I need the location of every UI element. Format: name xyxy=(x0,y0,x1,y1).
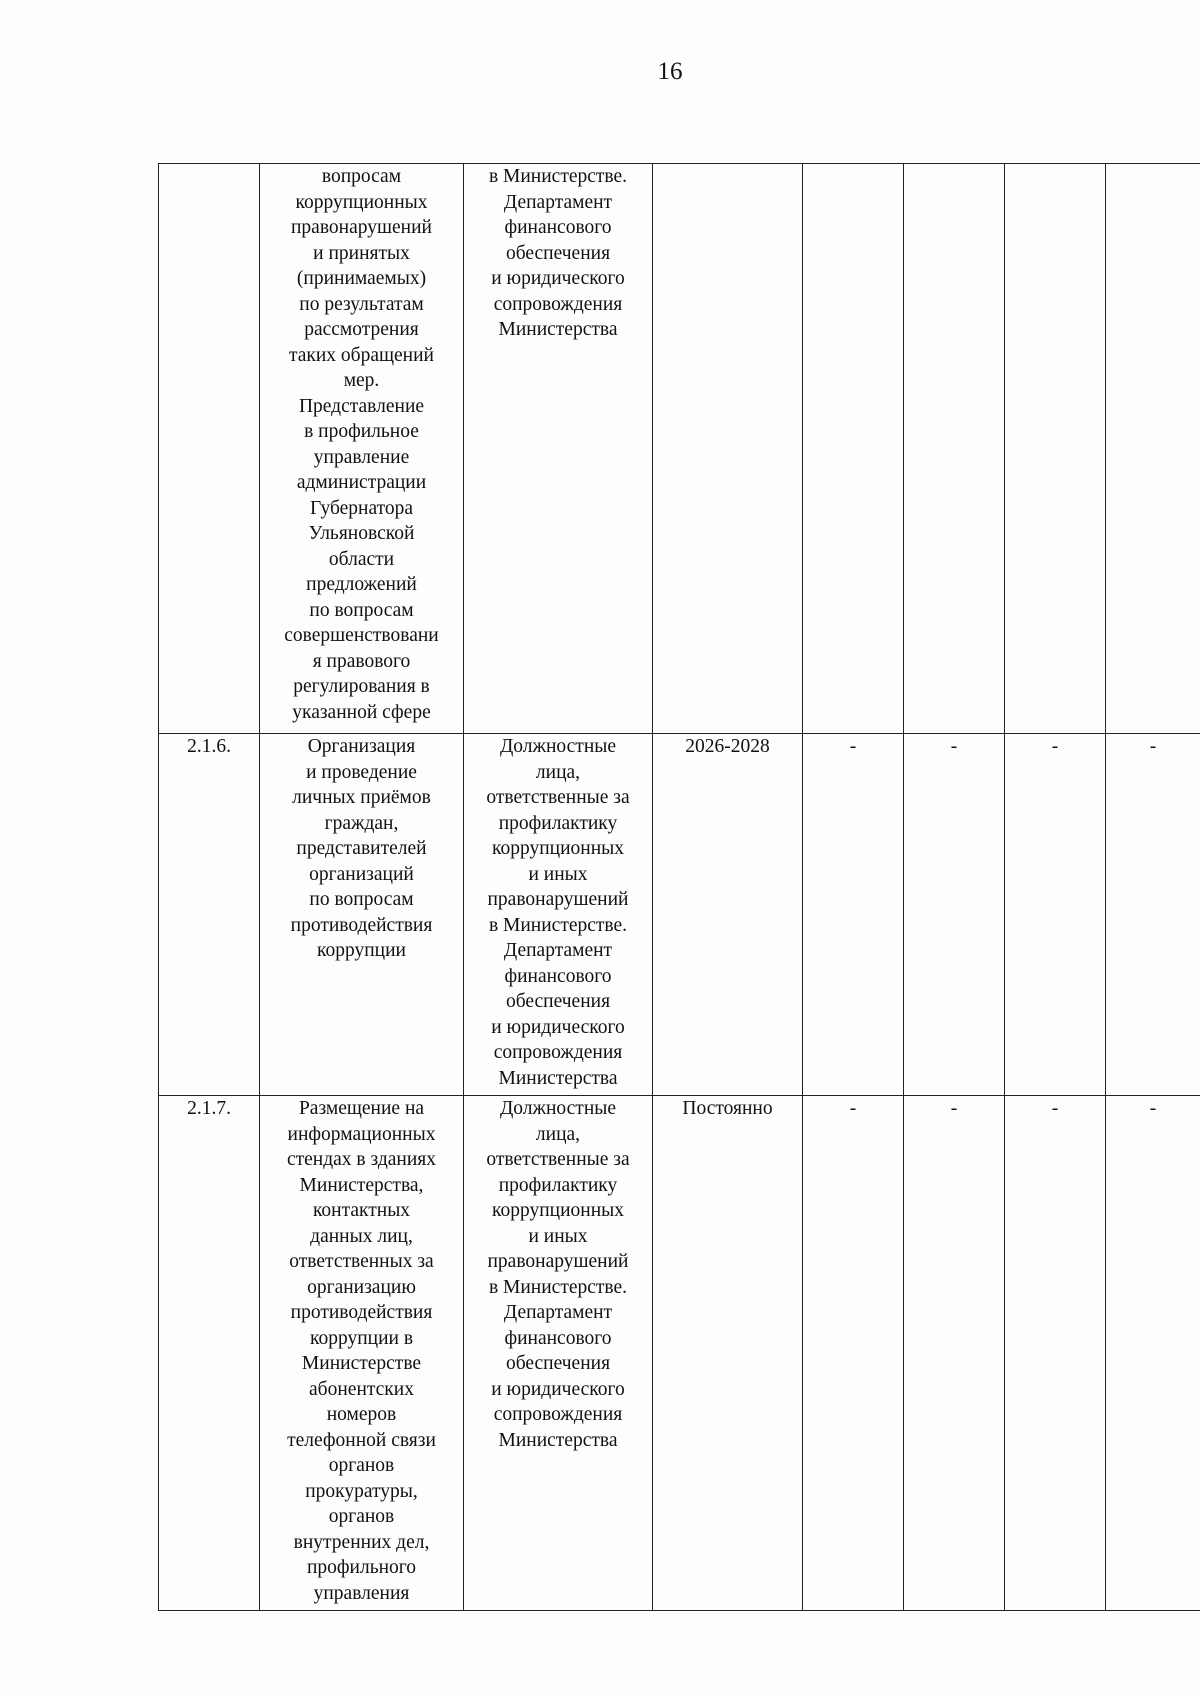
value-cell xyxy=(803,164,904,734)
value-cell: - xyxy=(904,1096,1005,1611)
period-cell: 2026-2028 xyxy=(653,734,803,1096)
value-cell: - xyxy=(1106,734,1200,1096)
value-cell xyxy=(1005,164,1106,734)
activity-cell: Организация и проведение личных приёмов граждан, представителей организаций по вопросам противодействия коррупции xyxy=(260,734,464,1096)
activity-cell: Размещение на информационных стендах в зданиях Министерства, контактных данных лиц, ответственных за организацию противодействия коррупции в Министерстве абонентских номеров телефонной связи органов прокуратуры, органов внутренних дел, профильного управления xyxy=(260,1096,464,1611)
value-cell: - xyxy=(1005,734,1106,1096)
row-number-cell: 2.1.7. xyxy=(159,1096,260,1611)
responsible-cell: в Министерстве. Департамент финансового обеспечения и юридического сопровождения Министерства xyxy=(464,164,653,734)
responsible-cell: Должностные лица, ответственные за профилактику коррупционных и иных правонарушений в Министерстве. Департамент финансового обеспечения и юридического сопровождения Министерства xyxy=(464,1096,653,1611)
responsible-cell: Должностные лица, ответственные за профилактику коррупционных и иных правонарушений в Министерстве. Департамент финансового обеспечения и юридического сопровождения Министерства xyxy=(464,734,653,1096)
action-plan-table xyxy=(158,163,1200,1611)
value-cell: - xyxy=(904,734,1005,1096)
period-cell: Постоянно xyxy=(653,1096,803,1611)
period-cell xyxy=(653,164,803,734)
value-cell xyxy=(1106,164,1200,734)
value-cell: - xyxy=(1005,1096,1106,1611)
table-row xyxy=(159,734,1200,1096)
row-number-cell: 2.1.6. xyxy=(159,734,260,1096)
activity-cell: вопросам коррупционных правонарушений и принятых (принимаемых) по результатам рассмотрения таких обращений мер. Представление в профильное управление администрации Губернатора Ульяновской области предложений по вопросам совершенствовани я правового регулирования в указанной сфере xyxy=(260,164,464,734)
page-number: 16 xyxy=(657,58,683,85)
row-number-cell xyxy=(159,164,260,734)
value-cell: - xyxy=(1106,1096,1200,1611)
table-row xyxy=(159,164,1200,734)
value-cell: - xyxy=(803,734,904,1096)
table-row xyxy=(159,1096,1200,1611)
value-cell xyxy=(904,164,1005,734)
value-cell: - xyxy=(803,1096,904,1611)
